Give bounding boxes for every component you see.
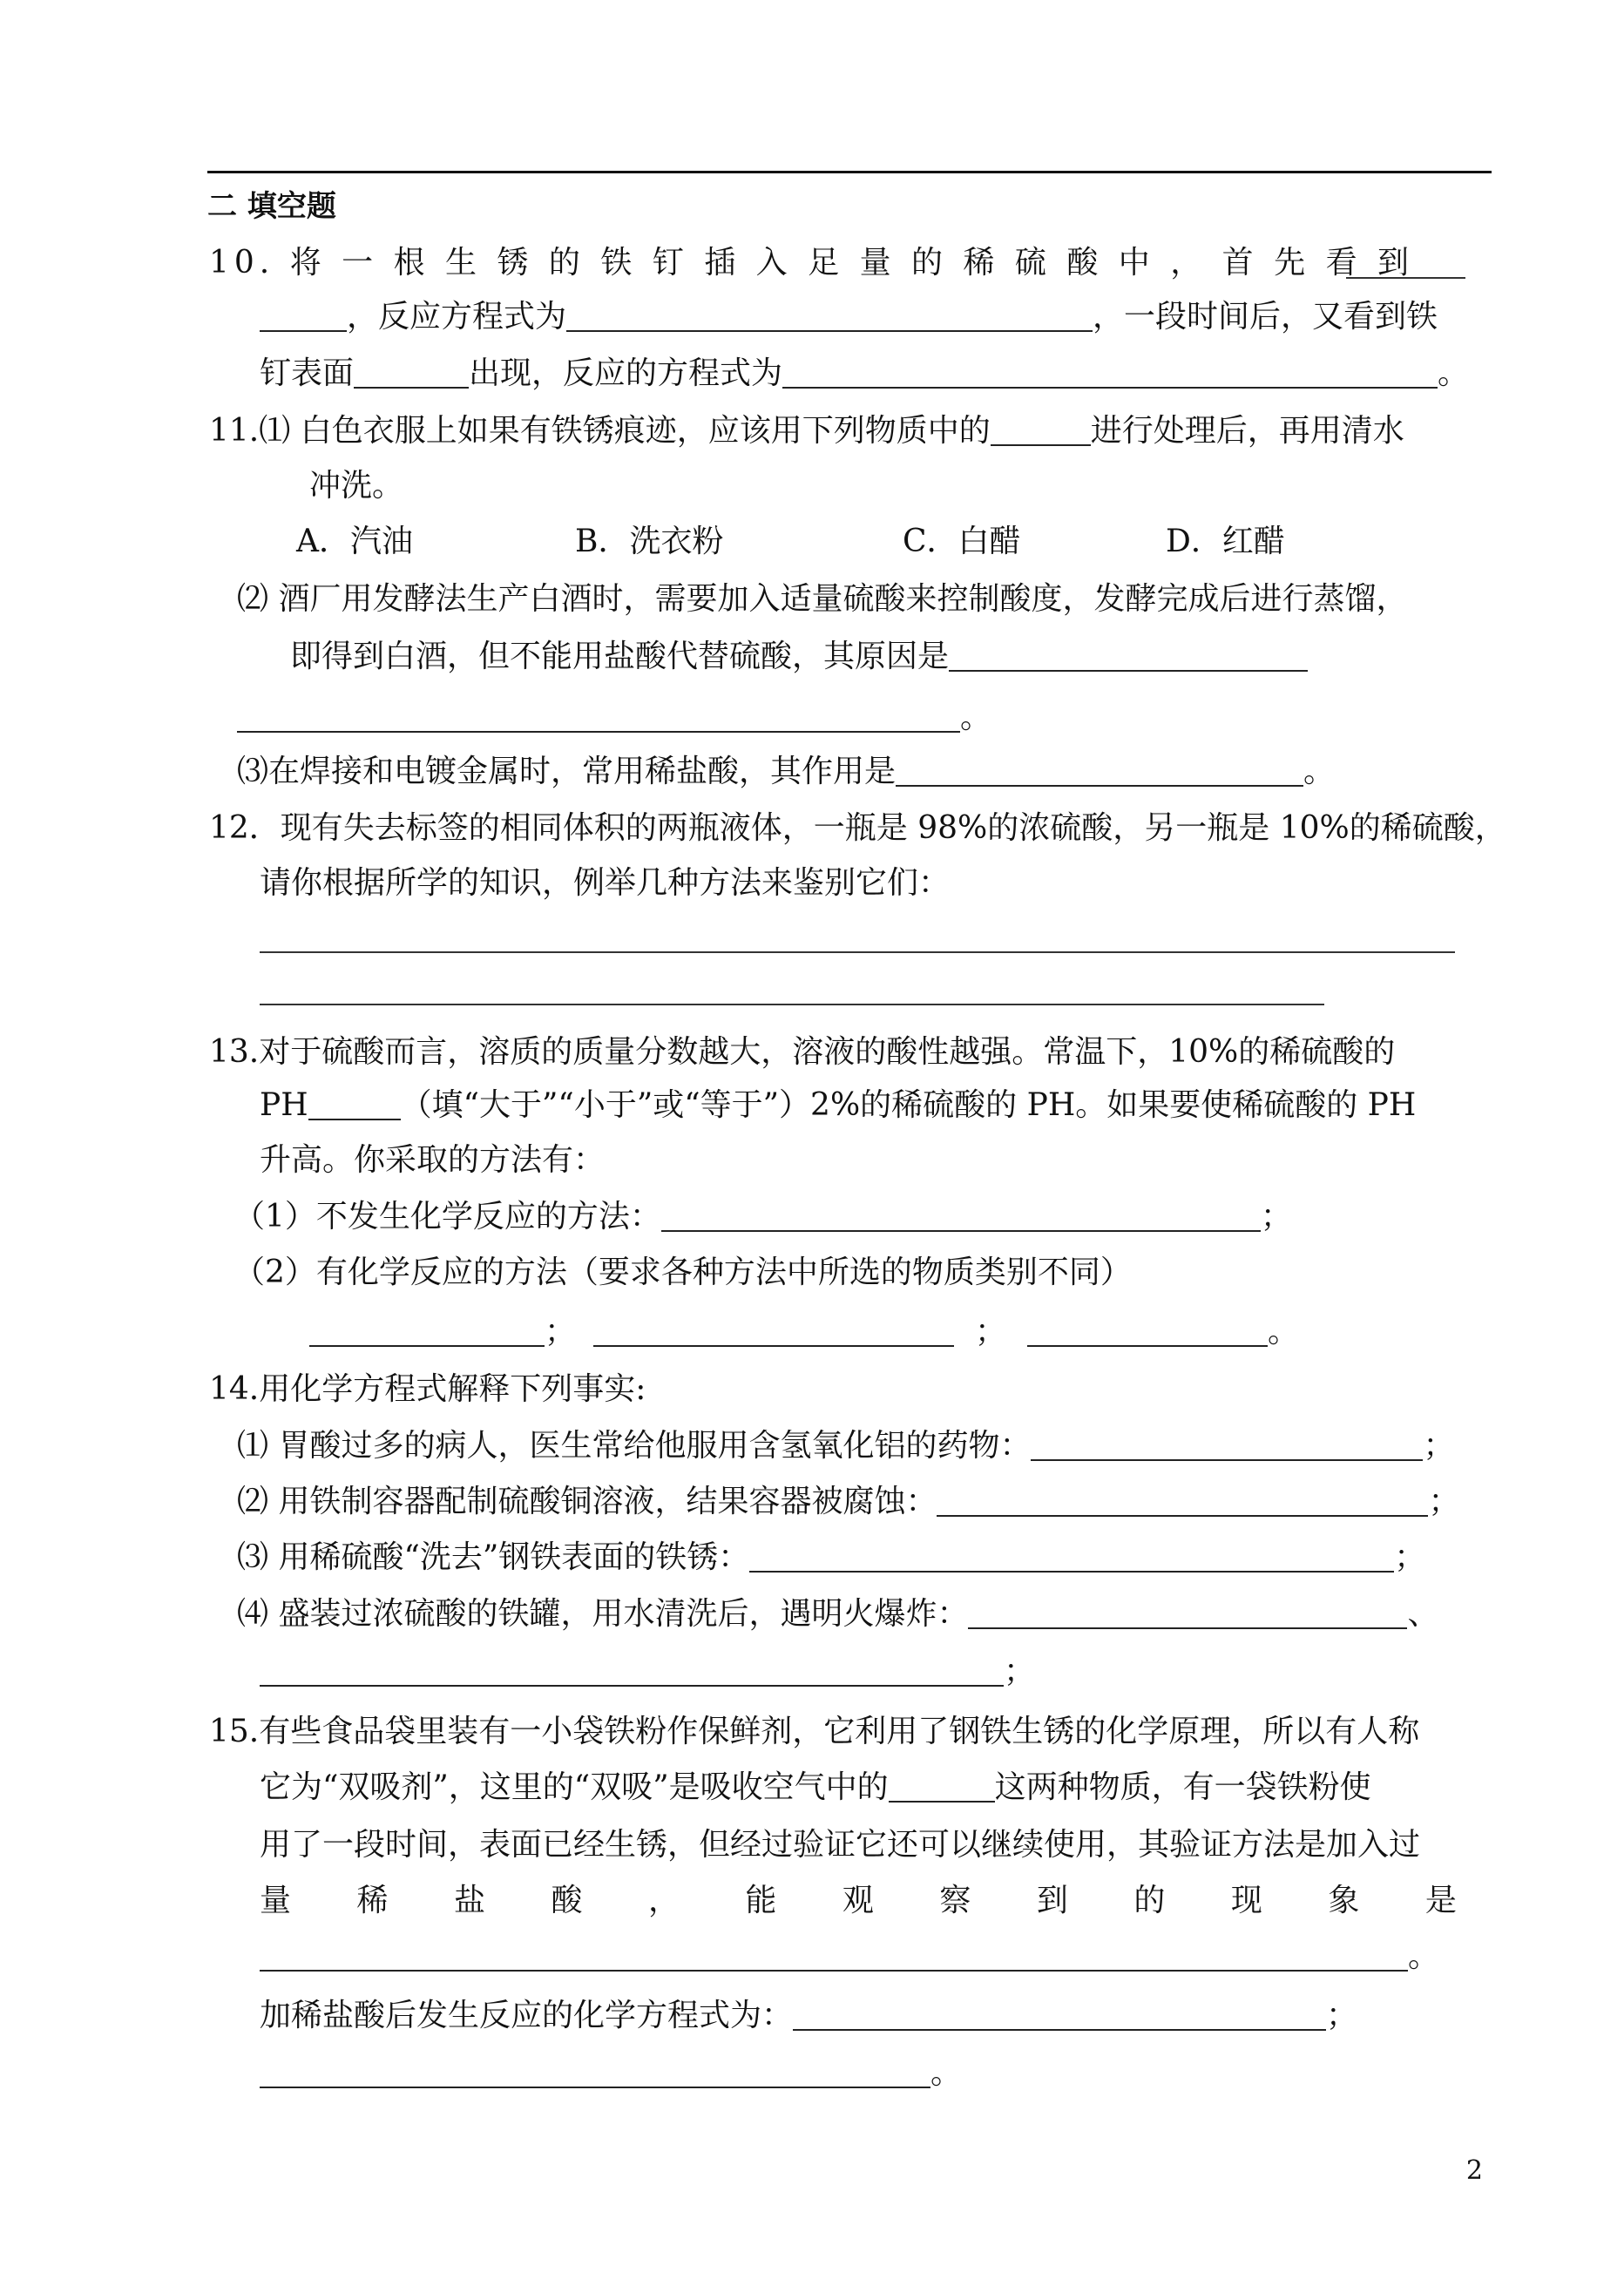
q10-line3: 钉表面 出现，反应的方程式为 。	[260, 355, 1470, 391]
q11-option-c: C．白醋	[903, 524, 1021, 559]
q13-line1: 13.对于硫酸而言，溶质的质量分数越大，溶液的酸性越强。常温下，10%的稀硫酸的	[209, 1034, 1396, 1070]
q10-blank-2[interactable]	[566, 299, 1093, 332]
q11-p2-line3: 。	[237, 697, 991, 739]
q13-blank-3[interactable]	[309, 1314, 545, 1347]
q13-line2: PH （填“大于”“小于”或“等于”）2%的稀硫酸的 PH。如果要使稀硫酸的 PH	[260, 1087, 1417, 1123]
q10-blank-1b[interactable]	[260, 299, 347, 332]
q14-line1: 14.用化学方程式解释下列事实:	[209, 1371, 646, 1407]
q14-blank-1[interactable]	[1031, 1428, 1423, 1461]
q12-answer-line-2[interactable]	[260, 1004, 1324, 1005]
page-number: 2	[1465, 2155, 1483, 2186]
q11-p2-line1: ⑵ 酒厂用发酵法生产白酒时，需要加入适量硫酸来控制酸度，发酵完成后进行蒸馏，	[237, 581, 1408, 617]
q14-blank-4a[interactable]	[968, 1596, 1407, 1629]
q15-line4: 量 稀 盐 酸 ， 能 观 察 到 的 现 象 是	[260, 1883, 1457, 1918]
q15-blank-4[interactable]	[260, 2055, 930, 2088]
q15-line2: 它为“双吸剂”，这里的“双吸”是吸收空气中的 这两种物质，有一袋铁粉使	[260, 1769, 1371, 1805]
q13-blank-2[interactable]	[661, 1199, 1261, 1232]
q14-blank-4b[interactable]	[260, 1654, 1004, 1687]
q11-p1-line1: 11.⑴ 白色衣服上如果有铁锈痕迹，应该用下列物质中的 进行处理后，再用清水	[209, 413, 1404, 449]
q13-blank-1[interactable]	[308, 1087, 401, 1120]
q10-line2: ，反应方程式为 ，一段时间后，又看到铁	[260, 296, 1438, 338]
q11-option-b: B．洗衣粉	[575, 524, 724, 559]
q14-blank-2[interactable]	[937, 1484, 1428, 1517]
q11-blank-3[interactable]	[896, 754, 1303, 787]
q11-p3-line1: ⑶在焊接和电镀金属时，常用稀盐酸，其作用是 。	[237, 754, 1336, 789]
q15-line7: 。	[260, 2053, 962, 2094]
q10-line1: 10. 将 一 根 生 锈 的 铁 钉 插 入 足 量 的 稀 硫 酸 中 ， 首 先 看 到	[209, 245, 1415, 281]
q11-blank-2a[interactable]	[949, 639, 1308, 672]
q14-item-3: ⑶ 用稀硫酸“洗去”钢铁表面的铁锈： ；	[237, 1539, 1426, 1575]
q10-blank-1a[interactable]	[1346, 277, 1465, 279]
q11-blank-2b[interactable]	[237, 700, 960, 733]
q15-line6: 加稀盐酸后发生反应的化学方程式为： ；	[260, 1998, 1358, 2033]
q11-option-d: D．红醋	[1166, 524, 1285, 559]
q12-line2: 请你根据所学的知识，例举几种方法来鉴别它们：	[260, 865, 951, 901]
q15-line1: 15.有些食品袋里装有一小袋铁粉作保鲜剂，它利用了钢铁生锈的化学原理，所以有人称	[209, 1714, 1420, 1749]
q12-line1: 12．现有失去标签的相同体积的两瓶液体，一瓶是 98%的浓硫酸，另一瓶是 10%的稀硫酸，	[209, 810, 1506, 846]
q15-blank-3[interactable]	[793, 1998, 1326, 2031]
q14-item-2: ⑵ 用铁制容器配制硫酸铜溶液，结果容器被腐蚀： ；	[237, 1484, 1460, 1519]
header-rule	[207, 171, 1492, 173]
q15-line5: 。	[260, 1936, 1439, 1978]
q10-blank-3[interactable]	[354, 355, 469, 389]
q15-blank-2[interactable]	[260, 1938, 1408, 1972]
q13-line3: 升高。你采取的方法有：	[260, 1142, 606, 1178]
q11-p1-line2: 冲洗。	[309, 468, 404, 504]
q11-p2-line2: 即得到白酒，但不能用盐酸代替硫酸，其原因是	[290, 636, 1308, 678]
q15-blank-1[interactable]	[889, 1769, 995, 1803]
q10-blank-4[interactable]	[782, 355, 1438, 389]
q14-blank-3[interactable]	[749, 1539, 1394, 1573]
q12-answer-line-1[interactable]	[260, 951, 1455, 953]
q15-line3: 用了一段时间，表面已经生锈，但经过验证它还可以继续使用，其验证方法是加入过	[260, 1827, 1421, 1863]
q11-option-a: A．汽油	[296, 524, 413, 559]
q13-method-2-blanks: ； ； 。	[309, 1311, 1299, 1353]
q14-item-4: ⑷ 盛装过浓硫酸的铁罐，用水清洗后，遇明火爆炸： 、	[237, 1596, 1439, 1632]
q11-blank-1[interactable]	[991, 413, 1091, 446]
q13-method-2: （2）有化学反应的方法（要求各种方法中所选的物质类别不同）	[233, 1255, 1132, 1290]
q14-item-4-cont: ；	[260, 1651, 1035, 1693]
q14-item-1: ⑴ 胃酸过多的病人，医生常给他服用含氢氧化铝的药物： ；	[237, 1428, 1455, 1464]
q13-blank-5[interactable]	[1027, 1314, 1268, 1347]
q13-blank-4[interactable]	[593, 1314, 954, 1347]
q13-method-1: （1）不发生化学反应的方法： ；	[233, 1199, 1292, 1234]
section-heading: 二 填空题	[207, 189, 336, 224]
